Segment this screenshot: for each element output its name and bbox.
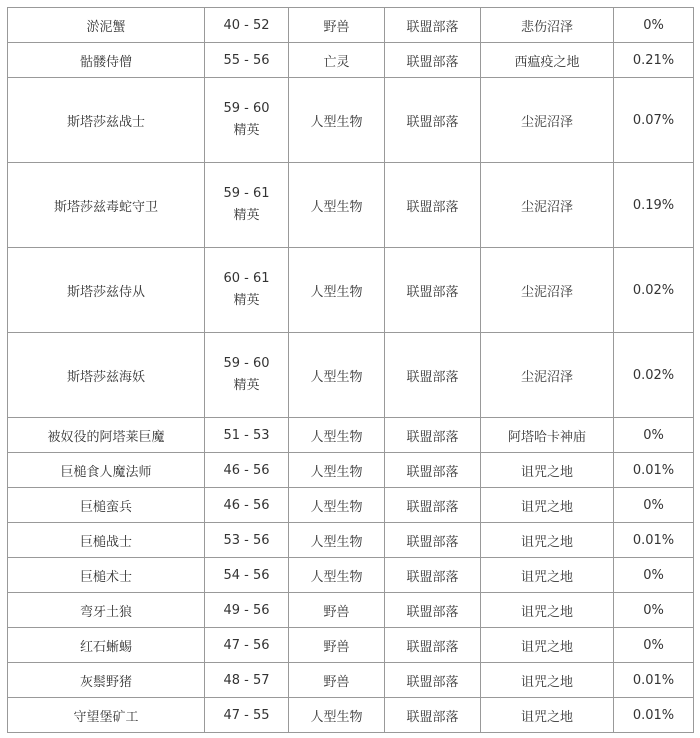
level-range: 59 - 60 [223,356,270,371]
monster-name-cell: 被奴役的阿塔莱巨魔 [8,418,205,453]
drop-rate-cell: 0.21% [614,43,694,78]
monster-name-cell: 斯塔莎兹战士 [8,78,205,163]
monster-name-cell: 灰鬃野猪 [8,663,205,698]
zone-cell: 西瘟疫之地 [481,43,614,78]
level-range: 59 - 60 [223,101,270,116]
zone-cell: 尘泥沼泽 [481,333,614,418]
creature-type-cell: 野兽 [289,628,385,663]
faction-cell: 联盟部落 [385,248,481,333]
zone-cell: 阿塔哈卡神庙 [481,418,614,453]
drop-table [7,7,694,733]
faction-cell: 联盟部落 [385,453,481,488]
faction-cell: 联盟部落 [385,8,481,43]
table-row [8,593,694,628]
monster-name-cell: 守望堡矿工 [8,698,205,733]
drop-rate-cell: 0.01% [614,663,694,698]
table-row [8,43,694,78]
monster-name-cell: 斯塔莎兹侍从 [8,248,205,333]
creature-type-cell: 人型生物 [289,558,385,593]
faction-cell: 联盟部落 [385,523,481,558]
monster-name-cell: 弯牙土狼 [8,593,205,628]
level-cell: 47 - 55 [205,698,289,733]
zone-cell: 诅咒之地 [481,488,614,523]
zone-cell: 诅咒之地 [481,558,614,593]
monster-name-cell: 淤泥蟹 [8,8,205,43]
creature-type-cell: 人型生物 [289,418,385,453]
creature-type-cell: 人型生物 [289,163,385,248]
level-cell: 46 - 56 [205,488,289,523]
zone-cell: 尘泥沼泽 [481,78,614,163]
drop-rate-cell: 0% [614,558,694,593]
level-range: 60 - 61 [223,271,270,286]
level-cell [205,78,289,163]
faction-cell: 联盟部落 [385,628,481,663]
drop-rate-cell: 0% [614,8,694,43]
faction-cell: 联盟部落 [385,488,481,523]
zone-cell: 诅咒之地 [481,593,614,628]
level-cell: 54 - 56 [205,558,289,593]
creature-type-cell: 野兽 [289,593,385,628]
elite-tag: 精英 [233,378,260,393]
table-row [8,698,694,733]
creature-type-cell: 野兽 [289,663,385,698]
table-row [8,248,694,333]
drop-rate-cell: 0.02% [614,248,694,333]
zone-cell: 悲伤沼泽 [481,8,614,43]
level-cell: 46 - 56 [205,453,289,488]
table-row [8,333,694,418]
faction-cell: 联盟部落 [385,418,481,453]
monster-name-cell: 巨槌蛮兵 [8,488,205,523]
table-row [8,8,694,43]
table-row [8,418,694,453]
monster-name-cell: 骷髅侍僧 [8,43,205,78]
elite-tag: 精英 [233,208,260,223]
drop-rate-cell: 0.02% [614,333,694,418]
table-row [8,663,694,698]
level-cell: 49 - 56 [205,593,289,628]
faction-cell: 联盟部落 [385,163,481,248]
creature-type-cell: 人型生物 [289,453,385,488]
table-row [8,163,694,248]
level-cell: 40 - 52 [205,8,289,43]
drop-rate-cell: 0% [614,593,694,628]
faction-cell: 联盟部落 [385,333,481,418]
zone-cell: 诅咒之地 [481,698,614,733]
zone-cell: 诅咒之地 [481,628,614,663]
level-cell: 55 - 56 [205,43,289,78]
level-cell [205,248,289,333]
creature-type-cell: 人型生物 [289,248,385,333]
creature-type-cell: 人型生物 [289,78,385,163]
zone-cell: 诅咒之地 [481,663,614,698]
drop-rate-cell: 0.01% [614,523,694,558]
monster-name-cell: 巨槌食人魔法师 [8,453,205,488]
drop-rate-cell: 0% [614,488,694,523]
drop-rate-cell: 0% [614,628,694,663]
table-row [8,488,694,523]
level-cell [205,333,289,418]
zone-cell: 尘泥沼泽 [481,163,614,248]
elite-tag: 精英 [233,123,260,138]
creature-type-cell: 野兽 [289,8,385,43]
zone-cell: 尘泥沼泽 [481,248,614,333]
table-row [8,558,694,593]
monster-name-cell: 红石蜥蜴 [8,628,205,663]
table-row [8,78,694,163]
faction-cell: 联盟部落 [385,663,481,698]
faction-cell: 联盟部落 [385,78,481,163]
creature-type-cell: 人型生物 [289,523,385,558]
faction-cell: 联盟部落 [385,558,481,593]
level-cell: 51 - 53 [205,418,289,453]
faction-cell: 联盟部落 [385,43,481,78]
drop-table-body [8,8,694,733]
level-cell: 53 - 56 [205,523,289,558]
table-row [8,453,694,488]
creature-type-cell: 人型生物 [289,333,385,418]
creature-type-cell: 亡灵 [289,43,385,78]
creature-type-cell: 人型生物 [289,488,385,523]
drop-rate-cell: 0.01% [614,698,694,733]
monster-name-cell: 斯塔莎兹毒蛇守卫 [8,163,205,248]
drop-rate-cell: 0.01% [614,453,694,488]
level-cell: 48 - 57 [205,663,289,698]
level-cell: 47 - 56 [205,628,289,663]
drop-rate-cell: 0% [614,418,694,453]
elite-tag: 精英 [233,293,260,308]
drop-rate-cell: 0.07% [614,78,694,163]
monster-name-cell: 巨槌术士 [8,558,205,593]
drop-rate-cell: 0.19% [614,163,694,248]
faction-cell: 联盟部落 [385,698,481,733]
zone-cell: 诅咒之地 [481,523,614,558]
monster-name-cell: 斯塔莎兹海妖 [8,333,205,418]
creature-type-cell: 人型生物 [289,698,385,733]
table-row [8,628,694,663]
zone-cell: 诅咒之地 [481,453,614,488]
table-row [8,523,694,558]
faction-cell: 联盟部落 [385,593,481,628]
monster-name-cell: 巨槌战士 [8,523,205,558]
level-range: 59 - 61 [223,186,270,201]
level-cell [205,163,289,248]
